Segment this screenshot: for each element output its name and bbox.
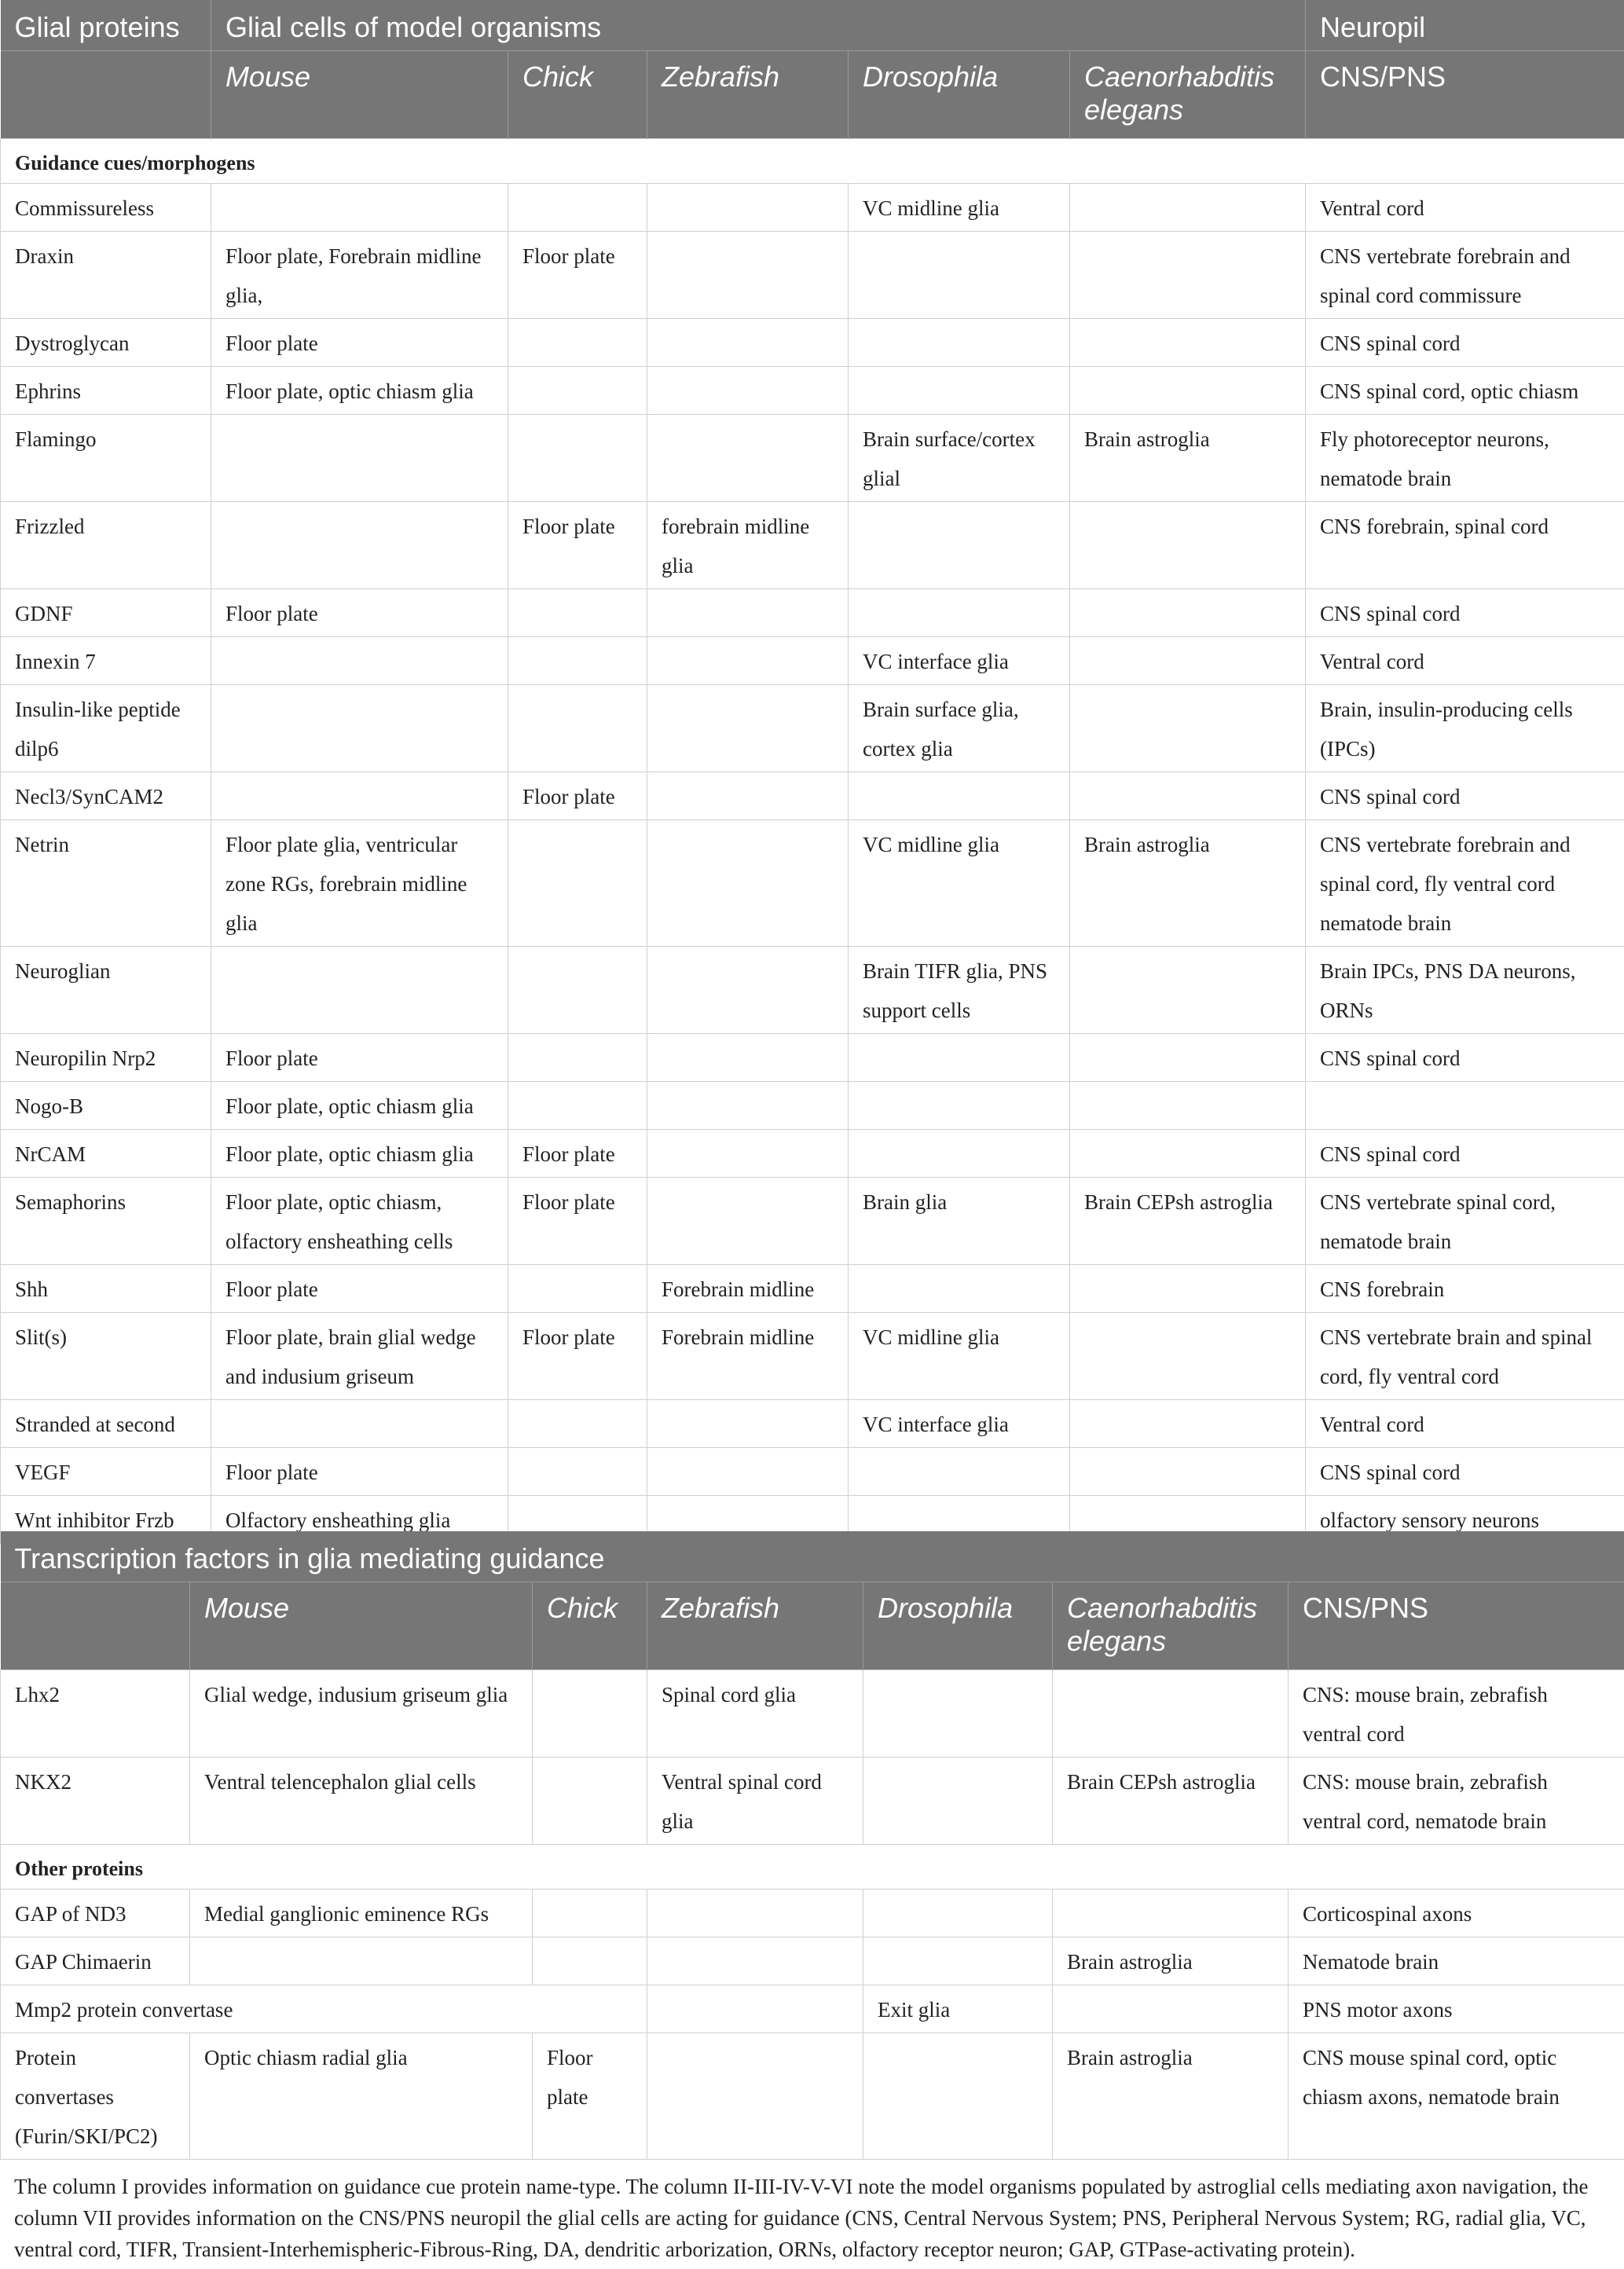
table-cell: Olfactory ensheathing glia — [211, 1495, 508, 1543]
table-cell — [849, 501, 1070, 588]
table-row — [1, 588, 1624, 636]
table-cell: Floor plate — [508, 1129, 647, 1177]
table-cell — [508, 1081, 647, 1129]
table-row — [1, 1937, 1624, 1985]
table-cell: Neuropilin Nrp2 — [1, 1033, 211, 1081]
table-cell — [849, 1081, 1070, 1129]
table-cell: GDNF — [1, 588, 211, 636]
table-cell — [647, 318, 849, 366]
table-cell — [508, 588, 647, 636]
table-cell: Floor plate — [533, 2033, 647, 2159]
table-cell: GAP Chimaerin — [1, 1937, 190, 1985]
table-cell: Floor plate — [508, 1177, 647, 1264]
table-cell — [863, 1889, 1053, 1937]
transcription-factors-table — [0, 1531, 1624, 2160]
table-cell: Wnt inhibitor Frzb — [1, 1495, 211, 1543]
table-cell — [863, 1757, 1053, 1844]
table-cell — [1053, 1889, 1289, 1937]
table-cell: CNS forebrain — [1306, 1264, 1624, 1312]
table-cell: Corticospinal axons — [1289, 1889, 1624, 1937]
col-header-chick: Chick — [533, 1582, 647, 1670]
col-header-chick: Chick — [508, 50, 647, 138]
table-cell — [849, 366, 1070, 414]
table2-body — [1, 1670, 1624, 2159]
table-cell: Mmp2 protein convertase — [1, 1985, 647, 2033]
table-row — [1, 636, 1624, 684]
table-cell — [1070, 772, 1306, 819]
table-row — [1, 318, 1624, 366]
table-row — [1, 772, 1624, 819]
col-header-c-elegans: Caenorhabditis elegans — [1053, 1582, 1289, 1670]
header-blank — [1, 1582, 190, 1670]
table-cell: Floor plate — [211, 1033, 508, 1081]
table-cell — [508, 636, 647, 684]
table-cell: Brain TIFR glia, PNS support cells — [849, 946, 1070, 1033]
table-cell — [1306, 1081, 1624, 1129]
table-cell — [647, 183, 849, 231]
table-cell — [1070, 1129, 1306, 1177]
col-header-cns-pns: CNS/PNS — [1289, 1582, 1624, 1670]
table-cell: Ventral spinal cord glia — [647, 1757, 863, 1844]
table-cell — [849, 318, 1070, 366]
table-cell: VC interface glia — [849, 636, 1070, 684]
table-cell: Ephrins — [1, 366, 211, 414]
table-cell — [863, 2033, 1053, 2159]
table-cell — [533, 1757, 647, 1844]
table-cell — [508, 183, 647, 231]
table-row — [1, 946, 1624, 1033]
table-cell: Brain astroglia — [1070, 414, 1306, 501]
table-cell — [849, 588, 1070, 636]
table-cell: Frizzled — [1, 501, 211, 588]
table-cell: Forebrain midline — [647, 1264, 849, 1312]
table-cell — [863, 1937, 1053, 1985]
table-cell: Ventral cord — [1306, 636, 1624, 684]
table-cell — [849, 1033, 1070, 1081]
table-cell: Stranded at second — [1, 1399, 211, 1447]
table-cell — [647, 366, 849, 414]
table-cell — [1070, 684, 1306, 772]
table-cell — [508, 1447, 647, 1495]
section-row — [1, 138, 1624, 183]
table-cell: Exit glia — [863, 1985, 1053, 2033]
table2-title-row — [1, 1531, 1624, 1582]
table-cell: Insulin-like peptide dilp6 — [1, 684, 211, 772]
table-cell: Forebrain midline — [647, 1312, 849, 1399]
table-cell — [647, 1985, 863, 2033]
table-cell: NrCAM — [1, 1129, 211, 1177]
table-row — [1, 1264, 1624, 1312]
col-header-drosophila: Drosophila — [863, 1582, 1053, 1670]
table-cell — [211, 1399, 508, 1447]
table-cell: Neuroglian — [1, 946, 211, 1033]
table-cell — [211, 946, 508, 1033]
table-cell: CNS vertebrate brain and spinal cord, fly ventral cord — [1306, 1312, 1624, 1399]
col-header-cns-pns: CNS/PNS — [1306, 50, 1624, 138]
table-cell: Brain astroglia — [1053, 2033, 1289, 2159]
table-cell: Slit(s) — [1, 1312, 211, 1399]
col-header-neuropil: Neuropil — [1306, 0, 1624, 50]
table-row — [1, 1447, 1624, 1495]
table-cell — [211, 636, 508, 684]
table-cell — [1070, 1312, 1306, 1399]
table-cell: Floor plate — [211, 318, 508, 366]
table-cell: CNS spinal cord — [1306, 1129, 1624, 1177]
table-cell — [508, 414, 647, 501]
table-cell — [863, 1670, 1053, 1757]
table-row — [1, 819, 1624, 946]
table-cell: olfactory sensory neurons — [1306, 1495, 1624, 1543]
col-header-mouse: Mouse — [211, 50, 508, 138]
table-cell — [508, 318, 647, 366]
table-cell: Floor plate, brain glial wedge and indusium griseum — [211, 1312, 508, 1399]
table-cell: VC midline glia — [849, 183, 1070, 231]
table-cell — [647, 1447, 849, 1495]
table-cell: Medial ganglionic eminence RGs — [190, 1889, 533, 1937]
table-cell — [647, 1129, 849, 1177]
table-cell — [533, 1670, 647, 1757]
col-header-c-elegans: Caenorhabditis elegans — [1070, 50, 1306, 138]
table-cell: Floor plate, optic chiasm glia — [211, 366, 508, 414]
table-cell: CNS spinal cord, optic chiasm — [1306, 366, 1624, 414]
table-cell: Shh — [1, 1264, 211, 1312]
table-cell: Brain IPCs, PNS DA neurons, ORNs — [1306, 946, 1624, 1033]
table-cell — [508, 684, 647, 772]
table-cell — [508, 1033, 647, 1081]
table-row — [1, 1889, 1624, 1937]
table-cell: PNS motor axons — [1289, 1985, 1624, 2033]
header-blank — [1, 50, 211, 138]
table-row — [1, 501, 1624, 588]
table-cell — [647, 1399, 849, 1447]
table-cell: Necl3/SynCAM2 — [1, 772, 211, 819]
table-cell: VEGF — [1, 1447, 211, 1495]
table-cell: Brain glia — [849, 1177, 1070, 1264]
table-cell: Floor plate — [508, 772, 647, 819]
table-cell — [508, 946, 647, 1033]
section-title: Other proteins — [1, 1844, 1624, 1889]
table-row — [1, 183, 1624, 231]
table2-title: Transcription factors in glia mediating guidance — [1, 1531, 1624, 1582]
table-cell: Floor plate glia, ventricular zone RGs, forebrain midline glia — [211, 819, 508, 946]
table-row — [1, 684, 1624, 772]
table-cell — [849, 772, 1070, 819]
table-cell: Brain surface glia, cortex glia — [849, 684, 1070, 772]
table-cell: Brain astroglia — [1053, 1937, 1289, 1985]
table-cell — [849, 231, 1070, 318]
table-cell — [1070, 588, 1306, 636]
col-header-glial-proteins: Glial proteins — [1, 0, 211, 50]
table-cell — [1070, 1081, 1306, 1129]
table-cell: Lhx2 — [1, 1670, 190, 1757]
table-cell: Netrin — [1, 819, 211, 946]
table-cell: Floor plate, optic chiasm glia — [211, 1129, 508, 1177]
col-header-glial-cells: Glial cells of model organisms — [211, 0, 1306, 50]
table-cell: CNS spinal cord — [1306, 318, 1624, 366]
table-row — [1, 231, 1624, 318]
table-cell: Brain CEPsh astroglia — [1070, 1177, 1306, 1264]
table-cell: Floor plate — [508, 231, 647, 318]
table-cell: CNS spinal cord — [1306, 1447, 1624, 1495]
table-row — [1, 1312, 1624, 1399]
table-cell: Optic chiasm radial glia — [190, 2033, 533, 2159]
table-cell: GAP of ND3 — [1, 1889, 190, 1937]
table-cell: CNS spinal cord — [1306, 772, 1624, 819]
table-cell — [849, 1129, 1070, 1177]
header-row-1 — [1, 0, 1624, 50]
table-cell — [211, 684, 508, 772]
header-row-2 — [1, 50, 1624, 138]
table-cell — [647, 414, 849, 501]
table-cell — [190, 1937, 533, 1985]
table-cell — [211, 414, 508, 501]
table-cell: Commissureless — [1, 183, 211, 231]
table-row — [1, 1129, 1624, 1177]
table-row — [1, 366, 1624, 414]
table-cell — [647, 1081, 849, 1129]
table-cell — [647, 588, 849, 636]
table-cell — [647, 231, 849, 318]
table-cell — [508, 366, 647, 414]
table-cell — [211, 183, 508, 231]
table-cell — [533, 1889, 647, 1937]
table-cell — [647, 1937, 863, 1985]
table-cell — [211, 501, 508, 588]
table-cell — [647, 819, 849, 946]
table-cell: CNS: mouse brain, zebrafish ventral cord, nematode brain — [1289, 1757, 1624, 1844]
table-cell: Innexin 7 — [1, 636, 211, 684]
table-cell: Floor plate, optic chiasm, olfactory ensheathing cells — [211, 1177, 508, 1264]
table-cell — [647, 1177, 849, 1264]
table-cell — [1070, 183, 1306, 231]
table-cell — [508, 1264, 647, 1312]
table-cell — [1070, 1447, 1306, 1495]
table-cell: Brain astroglia — [1070, 819, 1306, 946]
table-cell: Floor plate — [508, 501, 647, 588]
table-cell: Semaphorins — [1, 1177, 211, 1264]
table-cell: CNS vertebrate forebrain and spinal cord commissure — [1306, 231, 1624, 318]
table-cell: Glial wedge, indusium griseum glia — [190, 1670, 533, 1757]
table-cell: Protein convertases (Furin/SKI/PC2) — [1, 2033, 190, 2159]
table-body — [1, 138, 1624, 1543]
table-cell — [1070, 501, 1306, 588]
table-row — [1, 1399, 1624, 1447]
table-cell — [211, 772, 508, 819]
table-cell: CNS forebrain, spinal cord — [1306, 501, 1624, 588]
section-row — [1, 1844, 1624, 1889]
table-cell — [1070, 1264, 1306, 1312]
table-cell: Ventral cord — [1306, 183, 1624, 231]
col-header-mouse: Mouse — [190, 1582, 533, 1670]
table-cell: CNS mouse spinal cord, optic chiasm axons, nematode brain — [1289, 2033, 1624, 2159]
table-row — [1, 1177, 1624, 1264]
table-footnote: The column I provides information on guidance cue protein name-type. The column II-III-IV-V-VI note the model organisms populated by astroglial cells mediating axon navigation, the column VII provides information on the CNS/PNS neuropil the glial cells are acting for guidance (CNS, Central Nervous System; PNS, Peripheral Nervous System; RG, radial glia, VC, ventral cord, TIFR, Transient-Interhemispheric-Fibrous-Ring, DA, dendritic arborization, ORNs, olfactory receptor neuron; GAP, GTPase-activating protein). — [14, 2175, 1589, 2261]
table-row — [1, 1757, 1624, 1844]
table-cell — [1070, 318, 1306, 366]
table-cell — [1070, 231, 1306, 318]
table-cell: Floor plate — [211, 1447, 508, 1495]
table-cell — [647, 1033, 849, 1081]
table-cell: Fly photoreceptor neurons, nematode brain — [1306, 414, 1624, 501]
section-title: Guidance cues/morphogens — [1, 138, 1624, 183]
table-cell — [508, 1399, 647, 1447]
table-cell: Brain surface/cortex glial — [849, 414, 1070, 501]
table-cell: VC interface glia — [849, 1399, 1070, 1447]
col-header-zebrafish: Zebrafish — [647, 1582, 863, 1670]
table-cell: Nogo-B — [1, 1081, 211, 1129]
table-cell: Brain, insulin-producing cells (IPCs) — [1306, 684, 1624, 772]
table-cell: Flamingo — [1, 414, 211, 501]
table-cell — [1053, 1670, 1289, 1757]
table-row — [1, 1670, 1624, 1757]
table-cell: Floor plate — [211, 1264, 508, 1312]
table-cell: forebrain midline glia — [647, 501, 849, 588]
table-cell: Floor plate, optic chiasm glia — [211, 1081, 508, 1129]
table-row — [1, 1081, 1624, 1129]
table-cell — [647, 684, 849, 772]
table-cell — [647, 2033, 863, 2159]
table-cell — [1070, 1033, 1306, 1081]
table-cell: CNS: mouse brain, zebrafish ventral cord — [1289, 1670, 1624, 1757]
table-row — [1, 1985, 1624, 2033]
table-row — [1, 2033, 1624, 2159]
col-header-drosophila: Drosophila — [849, 50, 1070, 138]
table-cell: CNS spinal cord — [1306, 588, 1624, 636]
table-cell: CNS vertebrate spinal cord, nematode brain — [1306, 1177, 1624, 1264]
table-cell — [647, 1889, 863, 1937]
table-row — [1, 414, 1624, 501]
table-cell — [1070, 636, 1306, 684]
table2-header-row — [1, 1582, 1624, 1670]
table-cell — [849, 1264, 1070, 1312]
col-header-zebrafish: Zebrafish — [647, 50, 849, 138]
table-cell — [533, 1937, 647, 1985]
table-cell: Ventral cord — [1306, 1399, 1624, 1447]
table-cell — [1070, 366, 1306, 414]
table-cell: Dystroglycan — [1, 318, 211, 366]
table-cell: Brain CEPsh astroglia — [1053, 1757, 1289, 1844]
table-cell: VC midline glia — [849, 819, 1070, 946]
table-cell — [508, 819, 647, 946]
table-cell: CNS vertebrate forebrain and spinal cord, fly ventral cord nematode brain — [1306, 819, 1624, 946]
table-cell — [1070, 1399, 1306, 1447]
table-cell: Ventral telencephalon glial cells — [190, 1757, 533, 1844]
table-cell — [1053, 1985, 1289, 2033]
table-cell: NKX2 — [1, 1757, 190, 1844]
table-cell: VC midline glia — [849, 1312, 1070, 1399]
table-cell — [647, 772, 849, 819]
table-cell — [1070, 946, 1306, 1033]
table-cell — [647, 946, 849, 1033]
table-cell: Floor plate, Forebrain midline glia, — [211, 231, 508, 318]
table-cell: Floor plate — [211, 588, 508, 636]
table-cell: Draxin — [1, 231, 211, 318]
table-cell: CNS spinal cord — [1306, 1033, 1624, 1081]
table-row — [1, 1033, 1624, 1081]
table-cell — [647, 636, 849, 684]
table-cell: Spinal cord glia — [647, 1670, 863, 1757]
table-cell: Nematode brain — [1289, 1937, 1624, 1985]
table-cell: Floor plate — [508, 1312, 647, 1399]
table-cell — [849, 1447, 1070, 1495]
